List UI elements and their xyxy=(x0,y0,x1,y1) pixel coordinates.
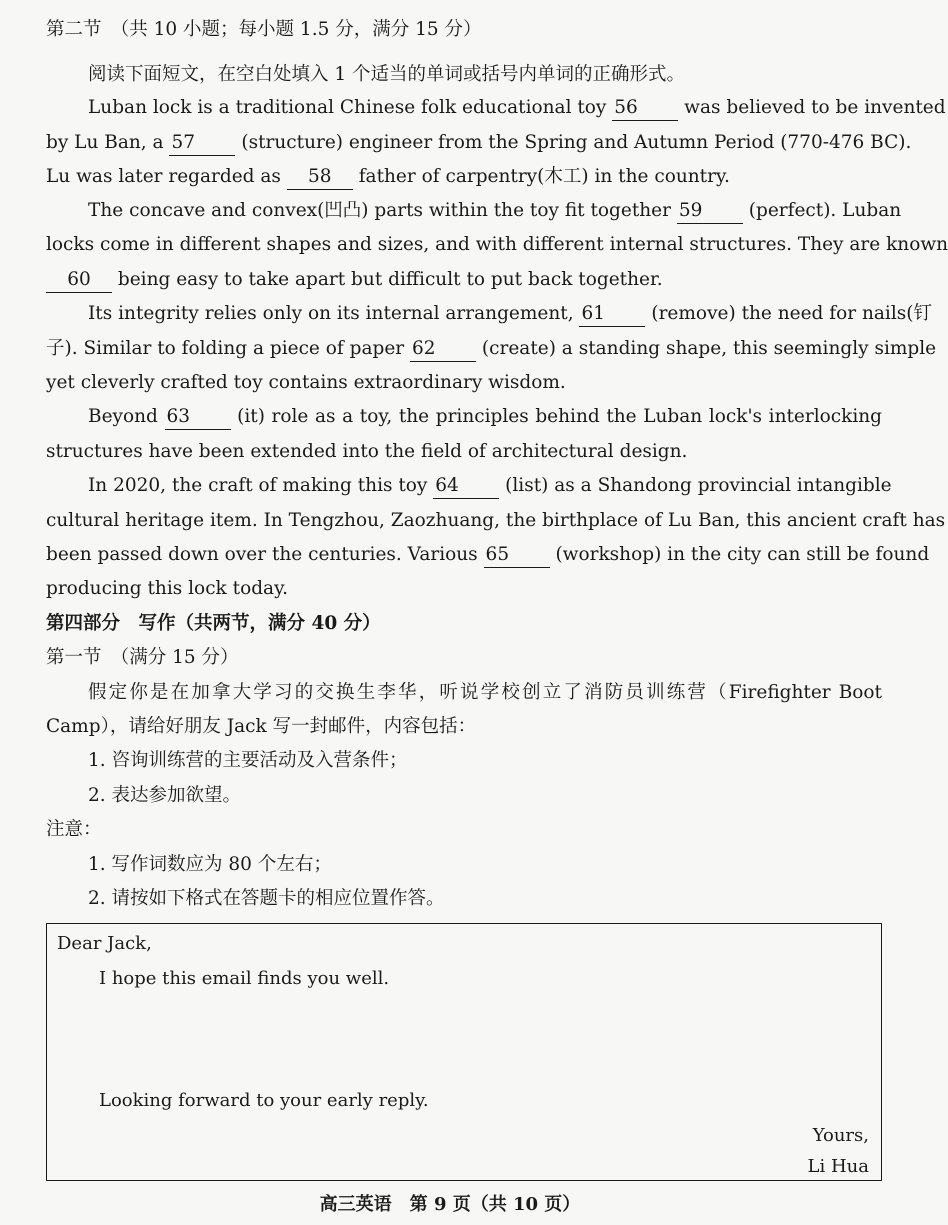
blank-61: 61 xyxy=(579,302,645,327)
section2-title: 第二节 （共 10 小题；每小题 1.5 分，满分 15 分） xyxy=(46,19,482,40)
letter-signoff: Yours, xyxy=(812,1125,869,1146)
passage-line: 子). Similar to folding a piece of paper 62 (create) a standing shape, this seemingly simple xyxy=(46,332,882,366)
passage-line: locks come in different shapes and sizes, and with different internal structures. They are known xyxy=(46,234,948,255)
blank-65: 65 xyxy=(484,543,550,568)
blank-62: 62 xyxy=(410,337,476,362)
blank-64: 64 xyxy=(433,474,499,499)
blank-58: 58 xyxy=(287,165,353,190)
page-footer: 高三英语 第 9 页（共 10 页） xyxy=(319,1194,581,1215)
note-item: 1. 写作词数应为 80 个左右； xyxy=(88,854,332,875)
part4-title: 第四部分 写作（共两节，满分 40 分） xyxy=(46,613,381,634)
blank-57: 57 xyxy=(169,131,235,156)
passage-line: producing this lock today. xyxy=(46,578,288,599)
passage-line: 60 being easy to take apart but difficult to put back together. xyxy=(46,263,882,297)
letter-opening: I hope this email finds you well. xyxy=(99,968,390,989)
passage-line: structures have been extended into the field of architectural design. xyxy=(46,441,688,462)
passage-line: cultural heritage item. In Tengzhou, Zaozhuang, the birthplace of Lu Ban, this ancient craft has xyxy=(46,510,946,531)
passage-line: been passed down over the centuries. Various 65 (workshop) in the city can still be found xyxy=(46,538,882,572)
passage-line: by Lu Ban, a 57 (structure) engineer from the Spring and Autumn Period (770-476 BC). xyxy=(46,126,882,160)
letter-name: Li Hua xyxy=(807,1156,869,1177)
passage-line: In 2020, the craft of making this toy 64 (list) as a Shandong provincial intangible xyxy=(88,469,882,503)
note-item: 2. 请按如下格式在答题卡的相应位置作答。 xyxy=(88,888,445,909)
letter-template-box xyxy=(46,923,882,1181)
letter-salutation: Dear Jack, xyxy=(57,933,152,954)
writing-prompt-line: Camp），请给好朋友 Jack 写一封邮件，内容包括： xyxy=(46,716,477,737)
writing-item: 2. 表达参加欲望。 xyxy=(88,785,242,806)
passage-line: Its integrity relies only on its internal arrangement, 61 (remove) the need for nails(钉 xyxy=(88,297,882,331)
passage-line: yet cleverly crafted toy contains extraordinary wisdom. xyxy=(46,372,566,393)
passage-line: Beyond 63 (it) role as a toy, the principles behind the Luban lock's interlocking xyxy=(88,400,882,434)
blank-63: 63 xyxy=(165,405,231,430)
letter-closing: Looking forward to your early reply. xyxy=(99,1090,429,1111)
passage-line: The concave and convex(凹凸) parts within the toy fit together 59 (perfect). Luban xyxy=(88,194,882,228)
note-title: 注意： xyxy=(46,819,102,840)
passage-line: Luban lock is a traditional Chinese folk educational toy 56 was believed to be invented xyxy=(88,91,882,125)
part4-section1-title: 第一节 （满分 15 分） xyxy=(46,647,239,668)
blank-59: 59 xyxy=(677,199,743,224)
writing-prompt-line: 假定你是在加拿大学习的交换生李华，听说学校创立了消防员训练营（Firefighter Boot xyxy=(88,682,882,703)
section2-instruction: 阅读下面短文，在空白处填入 1 个适当的单词或括号内单词的正确形式。 xyxy=(88,64,686,85)
blank-56: 56 xyxy=(612,96,678,121)
passage-line: Lu was later regarded as 58 father of carpentry(木工) in the country. xyxy=(46,160,882,194)
blank-60: 60 xyxy=(46,268,112,293)
writing-item: 1. 咨询训练营的主要活动及入营条件； xyxy=(88,750,408,771)
